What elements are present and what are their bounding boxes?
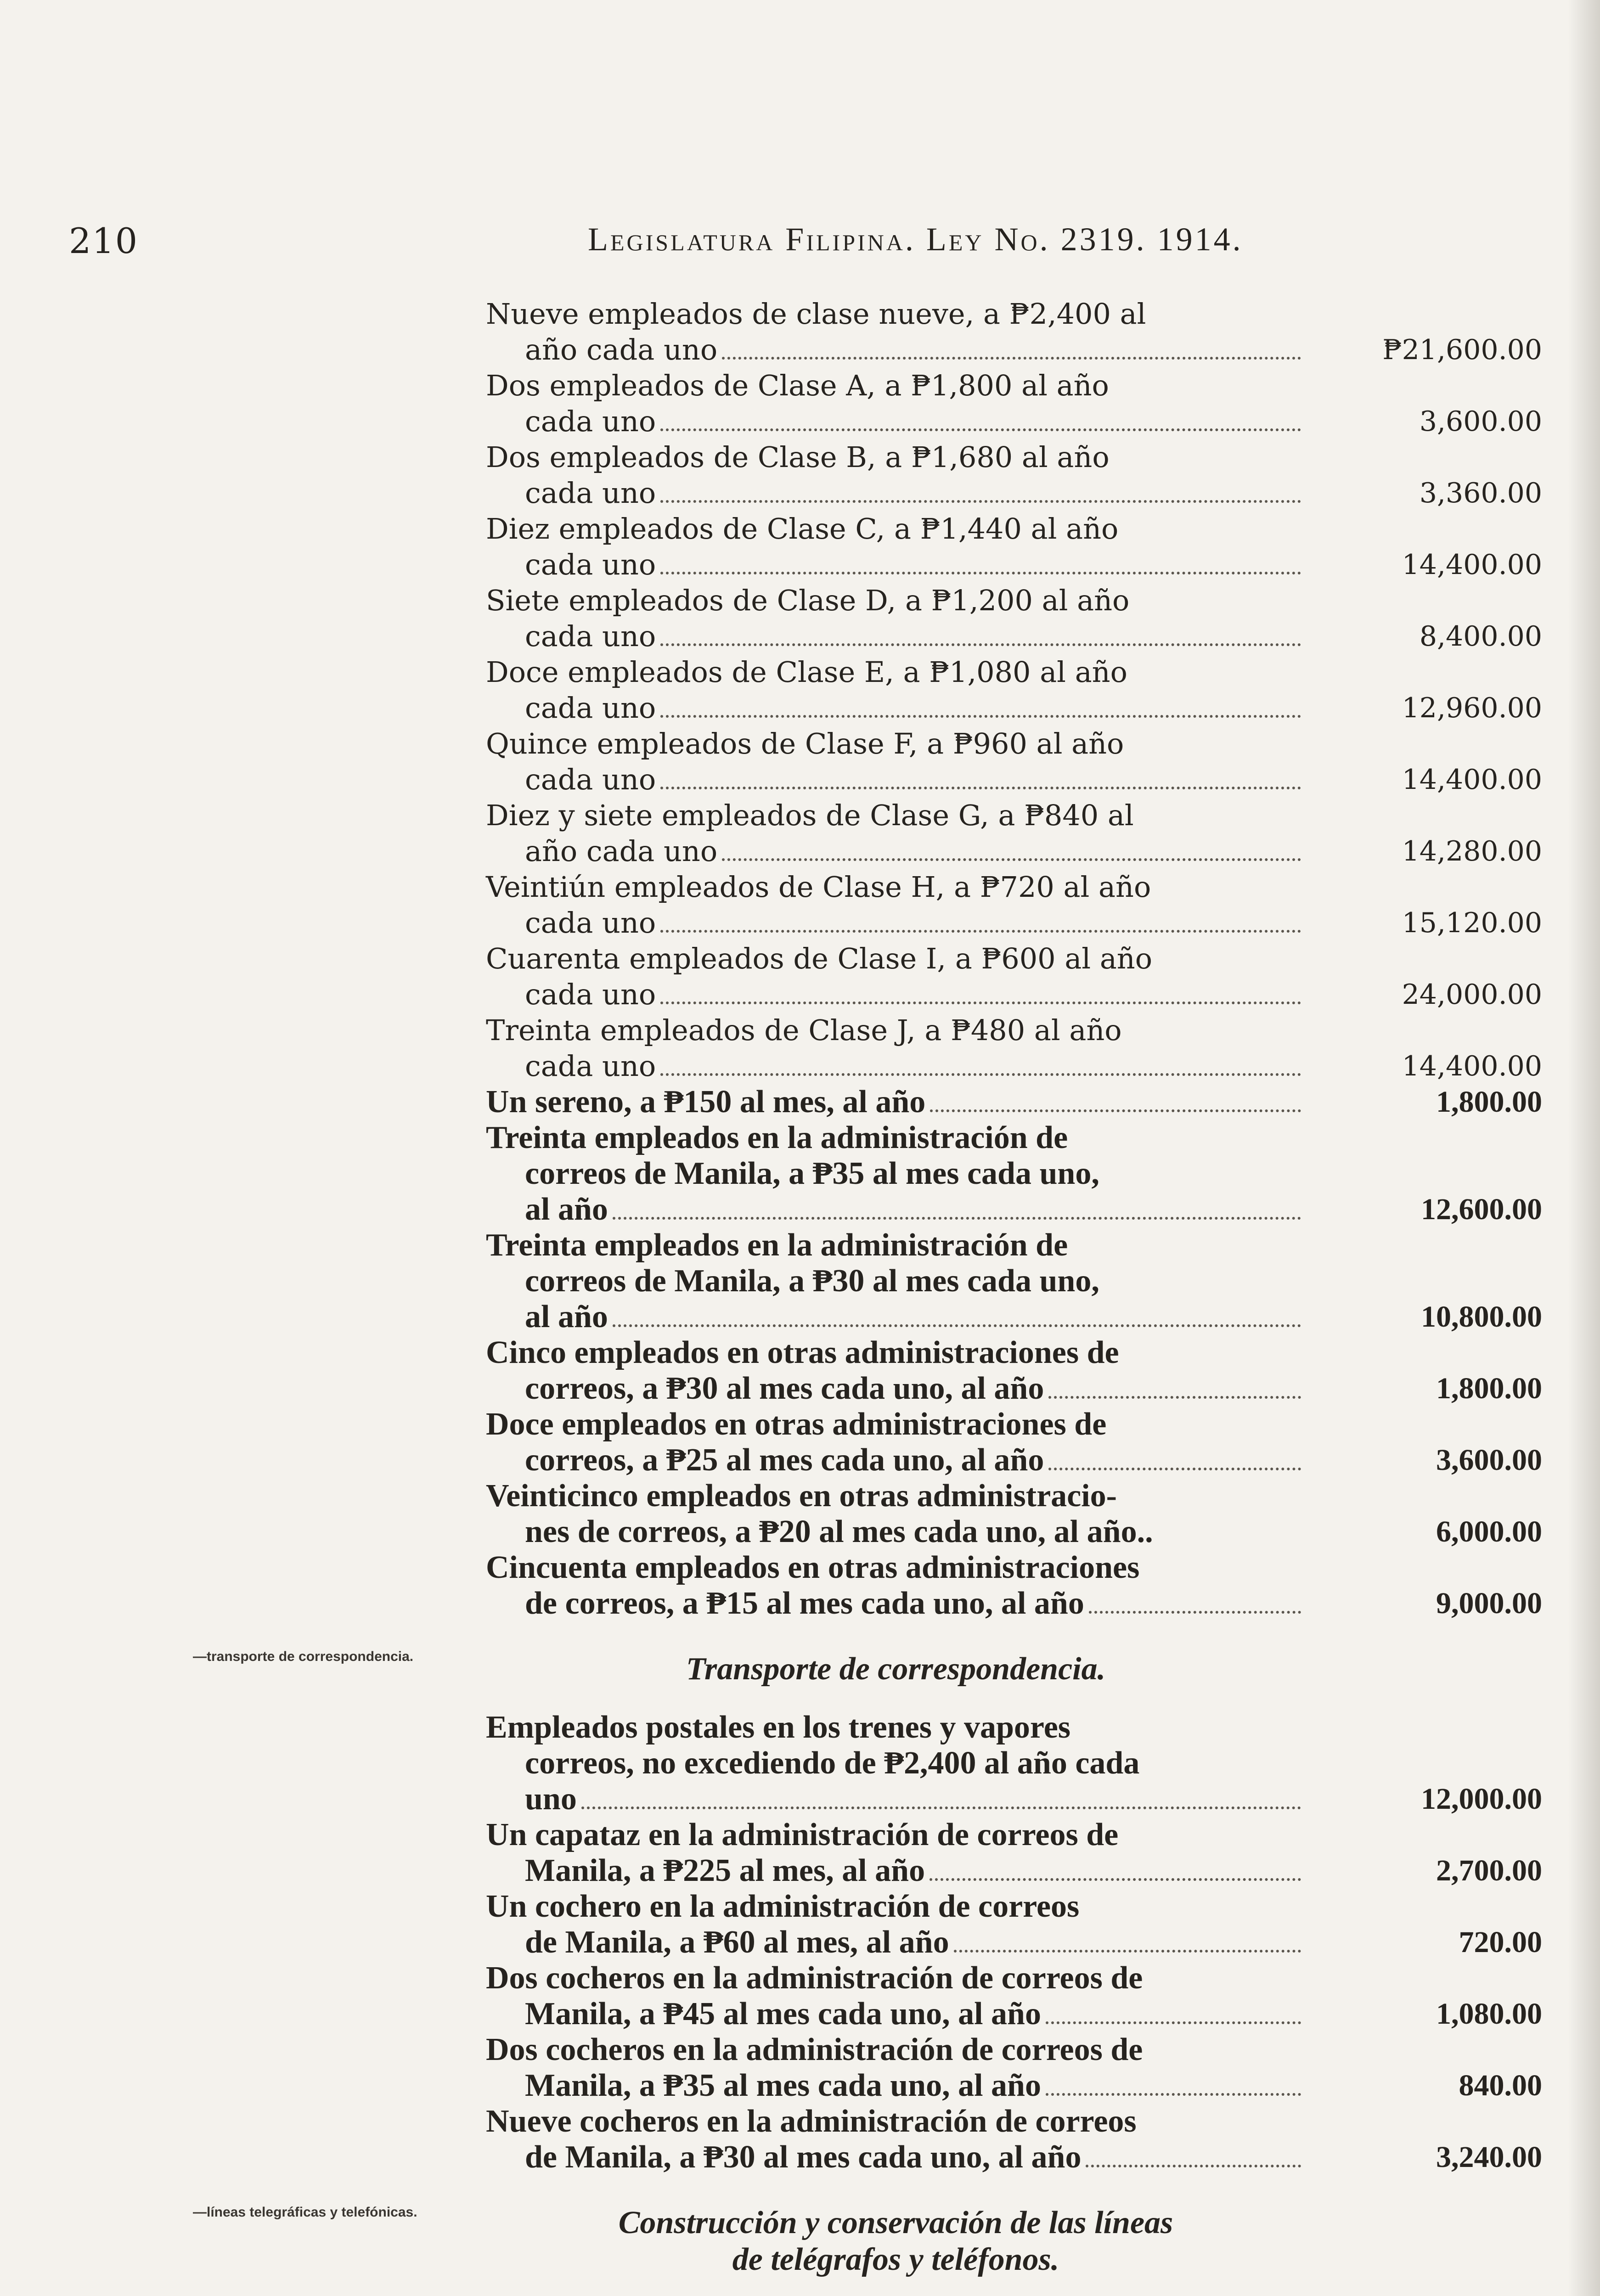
entry-line: Treinta empleados en la administración de [486,1120,1068,1155]
entry-line: cada uno [525,405,656,438]
dot-leader [1048,1468,1301,1470]
section-title-lines [486,2205,1306,2278]
list-item [486,1817,1542,1889]
dot-leader [660,500,1301,503]
entry-line: año cada uno [525,834,718,868]
entry-amount: 1,080.00 [1436,1997,1542,2031]
list-item [486,1407,1542,1478]
entry-line: cada uno [525,691,656,725]
entry-line: Siete empleados de Clase D, a ₱1,200 al año [486,584,1130,617]
page-edge-shadow [1568,0,1600,2296]
entry-line: correos, a ₱30 al mes cada uno, al año [525,1371,1044,1406]
appropriation-list [486,296,1542,2296]
entry-line: Doce empleados de Clase E, a ₱1,080 al año [486,655,1127,689]
list-item [486,1335,1542,1407]
list-item [486,1710,1542,1817]
dot-leader [581,1806,1301,1809]
entry-amount: 9,000.00 [1436,1587,1542,1620]
dot-leader [660,572,1301,574]
entry-line: nes de correos, a ₱20 al mes cada uno, al año.. [525,1514,1153,1549]
section-title-line: de telégrafos y teléfonos. [732,2242,1059,2277]
list-item [486,583,1542,654]
dot-leader [613,1217,1301,1220]
list-item [486,1013,1542,1084]
entry-amount: 840.00 [1459,2069,1542,2102]
dot-leader [722,357,1301,360]
entry-amount: 3,240.00 [1436,2140,1542,2174]
entry-line: correos de Manila, a ₱35 al mes cada uno, [525,1156,1099,1191]
entry-line: cada uno [525,906,656,940]
dot-leader [1086,2165,1301,2167]
entry-line: de Manila, a ₱30 al mes cada uno, al año [525,2139,1082,2175]
entry-line: de Manila, a ₱60 al mes, al año [525,1925,949,1960]
entry-line: al año [525,1299,608,1334]
entry-line: al año [525,1192,608,1227]
page-header [69,220,1428,271]
entry-line: Quince empleados de Clase F, a ₱960 al año [486,727,1124,760]
list-item [486,1960,1542,2032]
entry-amount: 14,280.00 [1402,835,1542,867]
dot-leader [660,1002,1301,1004]
sidenote-transport: —transporte de correspondencia. [193,1649,414,1664]
entry-line: correos de Manila, a ₱30 al mes cada uno, [525,1263,1099,1299]
entry-line: Nueve cocheros en la administración de correos [486,2104,1137,2139]
list-item [486,1550,1542,1621]
entry-line: Veinticinco empleados en otras administracio- [486,1478,1117,1514]
dot-leader [660,428,1301,431]
entry-amount: 1,800.00 [1436,1085,1542,1119]
dot-leader [930,1109,1301,1112]
entry-line: Cuarenta empleados de Clase I, a ₱600 al año [486,942,1153,975]
entry-line: cada uno [525,978,656,1011]
entry-amount: 720.00 [1459,1925,1542,1959]
dot-leader [660,930,1301,933]
dot-leader [954,1950,1301,1953]
list-item [486,1478,1542,1550]
entry-amount: 12,960.00 [1402,692,1542,724]
entry-amount: 3,600.00 [1419,405,1542,438]
dot-leader [1046,2021,1301,2024]
list-item [486,368,1542,439]
entry-amount: 12,000.00 [1421,1782,1542,1816]
entry-line: Manila, a ₱35 al mes cada uno, al año [525,2068,1041,2103]
list-item [486,2032,1542,2104]
entry-line: Dos empleados de Clase A, a ₱1,800 al año [486,369,1109,402]
list-item [486,296,1542,368]
section-title-transport: Transporte de correspondencia. [686,1651,1106,1687]
entry-amount: 8,400.00 [1419,620,1542,653]
list-item [486,726,1542,798]
entry-amount: 14,400.00 [1402,764,1542,796]
entry-amount: 12,600.00 [1421,1193,1542,1226]
entry-line: Nueve empleados de clase nueve, a ₱2,400 al [486,297,1146,331]
entry-line: Manila, a ₱225 al mes, al año [525,1853,925,1888]
entry-line: Diez empleados de Clase C, a ₱1,440 al año [486,512,1119,546]
entry-line: Un capataz en la administración de correos de [486,1817,1119,1852]
entry-line: cada uno [525,548,656,581]
list-item [486,511,1542,583]
section-title-line: Construcción y conservación de las líneas [618,2205,1173,2240]
entry-line: de correos, a ₱15 al mes cada uno, al año [525,1586,1084,1621]
dot-leader [660,643,1301,646]
entry-line: Dos cocheros en la administración de correos de [486,1960,1143,1996]
entry-amount: 15,120.00 [1402,907,1542,939]
running-head: Legislatura Filipina. Ley No. 2319. 1914. [588,221,1243,258]
list-item [486,869,1542,941]
entry-line: Un cochero en la administración de correos [486,1889,1080,1924]
sidenote-lines: —líneas telegráficas y telefónicas. [193,2205,417,2220]
entry-line: Cinco empleados en otras administraciones de [486,1335,1119,1370]
entry-line: Dos empleados de Clase B, a ₱1,680 al año [486,440,1110,474]
entry-line: Doce empleados en otras administraciones de [486,1407,1107,1442]
entry-amount: 1,800.00 [1436,1372,1542,1405]
dot-leader [613,1324,1301,1327]
entry-line: Treinta empleados de Clase J, a ₱480 al año [486,1013,1122,1047]
entry-amount: 10,800.00 [1421,1300,1542,1334]
entry-line: cada uno [525,763,656,796]
entry-amount: 24,000.00 [1402,979,1542,1011]
list-item [486,1227,1542,1335]
entry-amount: 2,700.00 [1436,1854,1542,1887]
entry-line: Diez y siete empleados de Clase G, a ₱840 al [486,799,1134,832]
entry-amount: 3,360.00 [1419,477,1542,509]
entry-amount: ₱21,600.00 [1382,334,1542,366]
dot-leader [660,787,1301,789]
entry-line: cada uno [525,476,656,510]
dot-leader [1089,1611,1301,1614]
list-item [486,941,1542,1013]
entry-line: año cada uno [525,333,718,366]
dot-leader [660,1073,1301,1076]
entry-line: correos, no excediendo de ₱2,400 al año cada [525,1745,1140,1781]
list-item [486,1120,1542,1227]
entry-amount: 6,000.00 [1436,1515,1542,1548]
list-item [486,1084,1542,1120]
entry-line: cada uno [525,619,656,653]
entry-line: Manila, a ₱45 al mes cada uno, al año [525,1996,1041,2032]
list-item [486,654,1542,726]
list-item [486,439,1542,511]
dot-leader [930,1878,1301,1881]
entry-line: Empleados postales en los trenes y vapores [486,1710,1071,1745]
dot-leader [722,858,1301,861]
entry-line: Veintiún empleados de Clase H, a ₱720 al año [486,870,1151,904]
dot-leader [1046,2093,1301,2096]
entry-line: uno [525,1781,577,1817]
entry-line: cada uno [525,1049,656,1083]
dot-leader [1048,1396,1301,1399]
entry-line: Treinta empleados en la administración de [486,1227,1068,1263]
page-number: 210 [69,220,139,261]
entry-line: Dos cocheros en la administración de correos de [486,2032,1143,2067]
list-item [486,1889,1542,1960]
dot-leader [660,715,1301,718]
list-item [486,2104,1542,2175]
entry-amount: 14,400.00 [1402,549,1542,581]
entry-amount: 14,400.00 [1402,1050,1542,1082]
entry-line: correos, a ₱25 al mes cada uno, al año [525,1442,1044,1478]
entry-line: Cincuenta empleados en otras administraciones [486,1550,1140,1585]
list-item [486,798,1542,869]
entry-line: Un sereno, a ₱150 al mes, al año [486,1084,926,1120]
entry-amount: 3,600.00 [1436,1443,1542,1477]
